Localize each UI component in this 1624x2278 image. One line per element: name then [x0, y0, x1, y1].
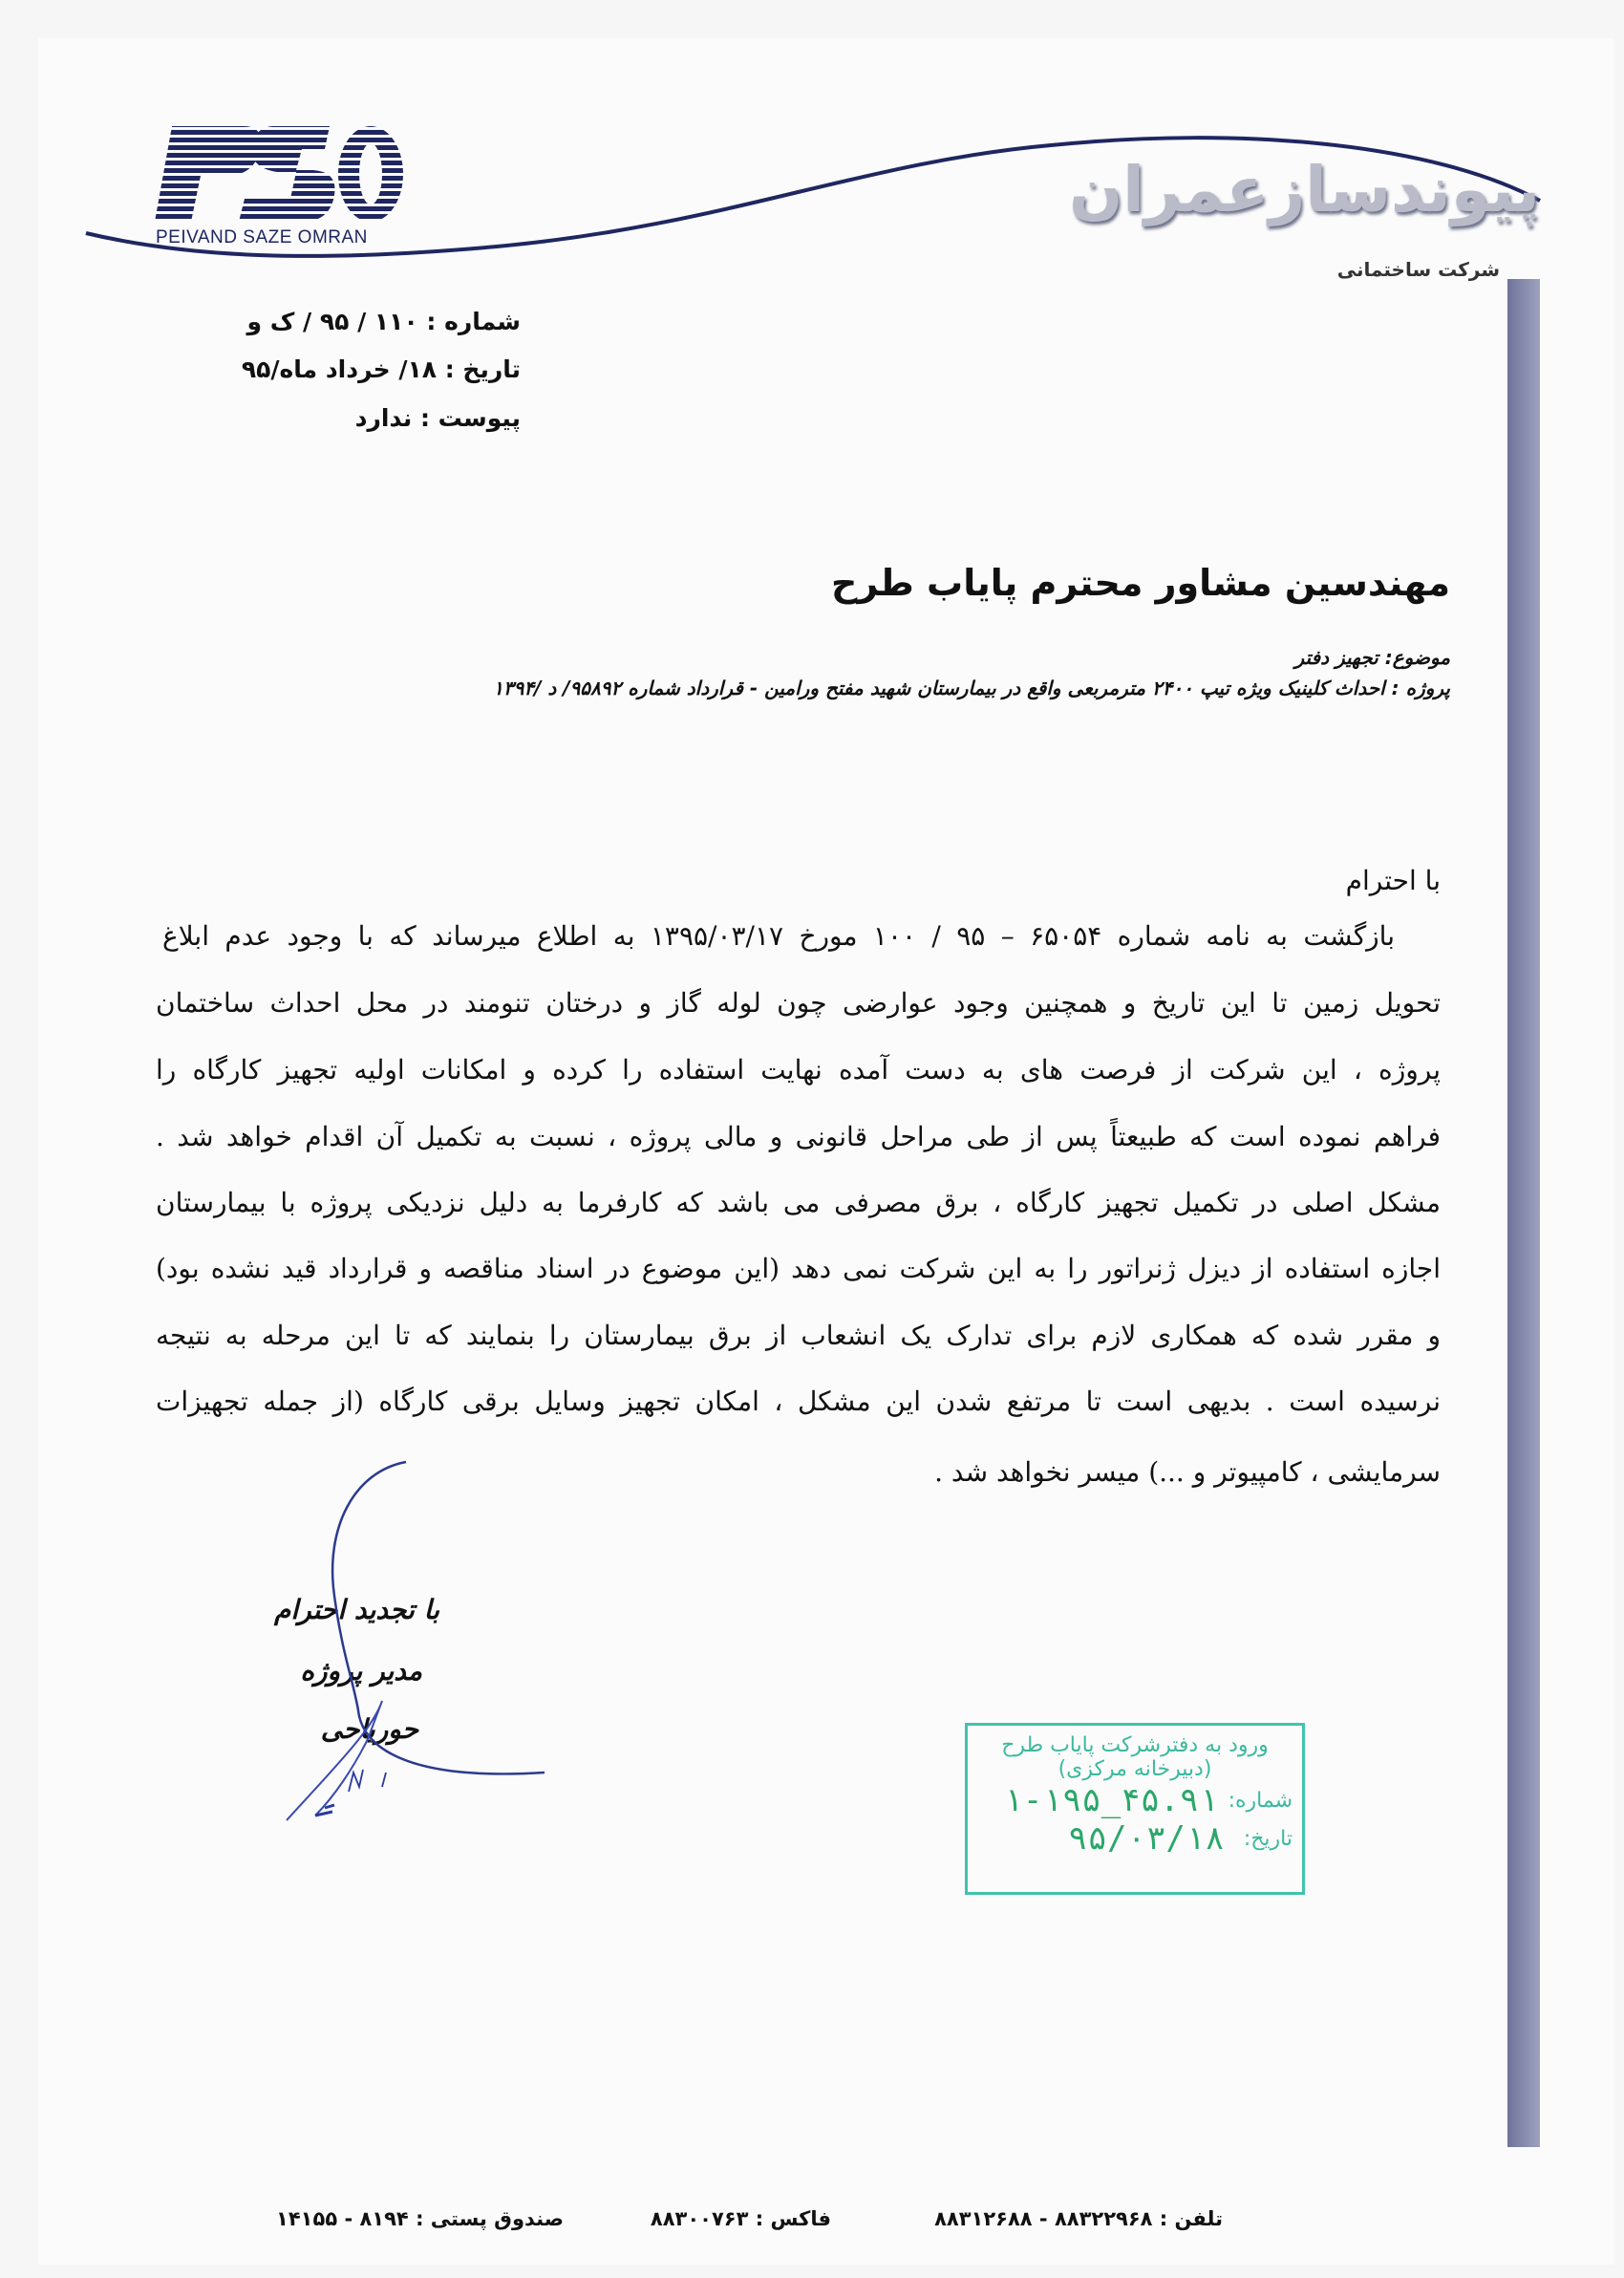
signatory-name: حوریاحی [320, 1713, 418, 1745]
stamp-title: ورود به دفترشرکت پایاب طرح [1001, 1733, 1269, 1757]
subject: موضوع: تجهیز دفتر [1294, 646, 1450, 669]
letter-number: شماره : ۱۱۰ / ۹۵ / ک و [246, 308, 521, 335]
received-stamp [965, 1723, 1305, 1895]
recipient: مهندسین مشاور محترم پایاب طرح [830, 562, 1450, 604]
body-line: سرمایشی ، کامپیوتر و ...) میسر نخواهد شد . [934, 1456, 1441, 1488]
footer-phone: تلفن : ۸۸۳۲۲۹۶۸ - ۸۸۳۱۲۶۸۸ [934, 2207, 1223, 2230]
fa-company-logo: پیوندسازعمران [1068, 153, 1540, 226]
letter-attachment: پیوست : ندارد [354, 404, 521, 432]
project: پروژه : احداث کلینیک ویژه تیپ ۲۴۰۰ مترمربعی واقع در بیمارستان شهید مفتح ورامین - قرارداد شماره ۹۵۸۹۲/ د /۱۳۹۴ [493, 677, 1450, 699]
logo-subtitle: PEIVAND SAZE OMRAN [156, 227, 368, 247]
signatory-role: مدیر پروژه [300, 1655, 422, 1687]
body-line: تحویل زمین تا این تاریخ و همچنین وجود عوارضی چون لوله گاز و درختان تنومند در محل احداث ساختمان [156, 987, 1441, 1019]
footer-fax: فاکس : ۸۸۳۰۰۷۶۳ [650, 2207, 831, 2230]
body-line: فراهم نموده است که طبیعتاً پس از طی مراحل قانونی و مالی پروژه ، نسبت به تکمیل آن اقدام خواهد شد . [156, 1121, 1441, 1152]
greeting: با احترام [1345, 865, 1441, 896]
handwritten-signature [277, 1452, 564, 1835]
decorative-side-bar [1507, 279, 1540, 2147]
body-line: پروژه ، این شرکت از فرصت های به دست آمده نهایت استفاده را کرده و امکانات اولیه تجهیز کارگاه را [156, 1054, 1441, 1085]
body-line: مشکل اصلی در تکمیل تجهیز کارگاه ، برق مصرفی می باشد که کارفرما به دلیل نزدیکی پروژه با بیمارستان [156, 1187, 1442, 1218]
stamp-date-value: ۹۵/۰۳/۱۸ [1068, 1819, 1225, 1858]
stamp-subtitle: (دبیرخانه مرکزی) [1058, 1757, 1212, 1781]
closing: با تجدید احترام [274, 1594, 439, 1625]
body-line: بازگشت به نامه شماره ۶۵۰۵۴ – ۹۵ / ۱۰۰ مورخ ۱۳۹۵/۰۳/۱۷ به اطلاع میرساند که با وجود عدم ابلاغ [162, 920, 1395, 952]
pso-logo [153, 122, 406, 226]
fa-company-type: شرکت ساختمانی [1336, 258, 1500, 281]
body-line: اجازه استفاده از دیزل ژنراتور را به این شرکت نمی دهد (این موضوع در اسناد مناقصه و قرارداد قید نشده بود) [156, 1253, 1441, 1284]
stamp-number-label: شماره: [1228, 1788, 1293, 1813]
letter-date: تاریخ : ۱۸/ خرداد ماه/۹۵ [241, 355, 521, 383]
stamp-number-value: ۱-۱۹۵_۴۵.۹۱ [1003, 1781, 1219, 1819]
stamp-date-label: تاریخ: [1243, 1826, 1293, 1851]
body-line: و مقرر شده که همکاری لازم برای تدارک یک انشعاب از برق بیمارستان را بنمایند که تا این مرحله به نتیجه [156, 1320, 1441, 1351]
footer-po-box: صندوق پستی : ۸۱۹۴ - ۱۴۱۵۵ [276, 2207, 564, 2230]
body-line: نرسیده است . بدیهی است تا مرتفع شدن این مشکل ، امکان تجهیز وسایل برقی کارگاه (از جمله تجهیزات [156, 1386, 1441, 1417]
